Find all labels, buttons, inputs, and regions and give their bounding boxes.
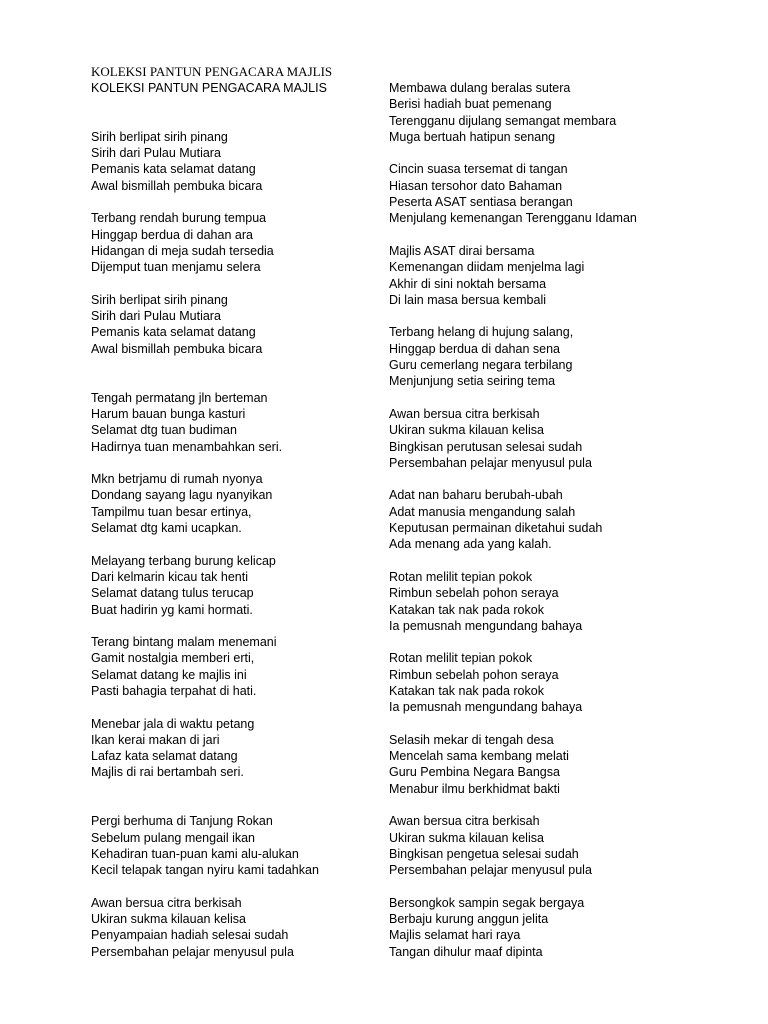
pantun-line: Berbaju kurung anggun jelita — [389, 912, 549, 927]
right-stanza-list — [389, 80, 637, 960]
pantun-stanza — [389, 813, 637, 878]
pantun-line: Ukiran sukma kilauan kelisa — [389, 830, 544, 845]
document-title: KOLEKSI PANTUN PENGACARA MAJLIS — [91, 64, 333, 79]
pantun-line: Dijemput tuan menjamu selera — [91, 260, 261, 275]
pantun-stanza — [389, 650, 637, 715]
pantun-line: Katakan tak nak pada rokok — [389, 683, 544, 698]
pantun-stanza — [91, 292, 327, 357]
pantun-line: Membawa dulang beralas sutera — [389, 81, 571, 95]
pantun-line: Awal bismillah pembuka bicara — [91, 178, 263, 193]
pantun-line: Persembahan pelajar menyusul pula — [389, 863, 592, 878]
pantun-line: Hinggap berdua di dahan sena — [389, 341, 560, 356]
document-subtitle: KOLEKSI PANTUN PENGACARA MAJLIS — [91, 81, 327, 95]
pantun-line: Lafaz kata selamat datang — [91, 749, 238, 764]
pantun-line: Selamat dtg kami ucapkan. — [91, 521, 242, 536]
pantun-stanza — [389, 80, 637, 145]
pantun-line: Majlis ASAT dirai bersama — [389, 243, 535, 258]
pantun-stanza — [389, 243, 637, 308]
pantun-line: Hiasan tersohor dato Bahaman — [389, 178, 563, 193]
pantun-line: Guru Pembina Negara Bangsa — [389, 765, 560, 780]
pantun-stanza — [389, 569, 637, 634]
pantun-stanza — [91, 471, 327, 536]
pantun-stanza — [389, 161, 637, 226]
pantun-stanza — [91, 553, 327, 618]
pantun-line: Rotan melilit tepian pokok — [389, 569, 533, 584]
pantun-line: Awan bersua citra berkisah — [91, 895, 242, 910]
pantun-line: Majlis di rai bertambah seri. — [91, 765, 244, 780]
pantun-line: Menjunjung setia seiring tema — [389, 374, 556, 389]
pantun-line: Pemanis kata selamat datang — [91, 325, 256, 340]
pantun-stanza — [389, 732, 637, 797]
pantun-line: Sebelum pulang mengail ikan — [91, 830, 255, 845]
pantun-line: Majlis selamat hari raya — [389, 928, 521, 943]
pantun-line: Akhir di sini noktah bersama — [389, 276, 547, 291]
pantun-line: Cincin suasa tersemat di tangan — [389, 162, 568, 177]
pantun-line: Terbang helang di hujung salang, — [389, 325, 574, 340]
left-stanza-list — [91, 129, 327, 960]
pantun-line: Dondang sayang lagu nyanyikan — [91, 488, 273, 503]
pantun-line: Persembahan pelajar menyusul pula — [91, 944, 294, 959]
pantun-stanza — [91, 716, 327, 781]
pantun-line: Ikan kerai makan di jari — [91, 732, 220, 747]
pantun-line: Guru cemerlang negara terbilang — [389, 358, 573, 373]
pantun-stanza — [389, 324, 637, 389]
pantun-line: Rimbun sebelah pohon seraya — [389, 586, 559, 601]
pantun-line: Rotan melilit tepian pokok — [389, 651, 533, 666]
pantun-line: Awal bismillah pembuka bicara — [91, 341, 263, 356]
pantun-line: Bersongkok sampin segak bergaya — [389, 895, 585, 910]
pantun-line: Terbang rendah burung tempua — [91, 211, 267, 226]
pantun-line: Adat manusia mengandung salah — [389, 504, 576, 519]
pantun-line: Dari kelmarin kicau tak henti — [91, 569, 249, 584]
pantun-line: Ia pemusnah mengundang bahaya — [389, 700, 583, 715]
pantun-line: Selamat dtg tuan budiman — [91, 423, 237, 438]
pantun-line: Pasti bahagia terpahat di hati. — [91, 683, 257, 698]
pantun-line: Gamit nostalgia memberi erti, — [91, 651, 255, 666]
pantun-stanza — [389, 487, 637, 552]
left-column — [91, 80, 327, 976]
pantun-line: Mencelah sama kembang melati — [389, 749, 569, 764]
pantun-line: Harum bauan bunga kasturi — [91, 406, 246, 421]
pantun-line: Buat hadirin yg kami hormati. — [91, 602, 253, 617]
pantun-line: Sirih dari Pulau Mutiara — [91, 146, 221, 161]
pantun-line: Tampilmu tuan besar ertinya, — [91, 504, 252, 519]
pantun-stanza — [389, 406, 637, 471]
pantun-stanza — [91, 895, 327, 960]
pantun-line: Selamat datang tulus terucap — [91, 586, 254, 601]
pantun-line: Bingkisan perutusan selesai sudah — [389, 439, 583, 454]
pantun-line: Hadirnya tuan menambahkan seri. — [91, 439, 283, 454]
pantun-line: Selasih mekar di tengah desa — [389, 732, 554, 747]
pantun-line: Ukiran sukma kilauan kelisa — [389, 423, 544, 438]
pantun-line: Ia pemusnah mengundang bahaya — [389, 618, 583, 633]
pantun-line: Keputusan permainan diketahui sudah — [389, 521, 603, 536]
pantun-stanza — [91, 210, 327, 275]
pantun-line: Mkn betrjamu di rumah nyonya — [91, 472, 263, 487]
pantun-line: Peserta ASAT sentiasa berangan — [389, 195, 573, 210]
pantun-line: Hidangan di meja sudah tersedia — [91, 243, 274, 258]
pantun-line: Bingkisan pengetua selesai sudah — [389, 846, 579, 861]
pantun-line: Terang bintang malam menemani — [91, 635, 277, 650]
pantun-stanza — [91, 634, 327, 699]
pantun-line: Persembahan pelajar menyusul pula — [389, 455, 592, 470]
pantun-line: Menabur ilmu berkhidmat bakti — [389, 781, 560, 796]
pantun-line: Tangan dihulur maaf dipinta — [389, 944, 543, 959]
pantun-line: Pergi berhuma di Tanjung Rokan — [91, 814, 273, 829]
pantun-line: Ukiran sukma kilauan kelisa — [91, 912, 246, 927]
pantun-line: Rimbun sebelah pohon seraya — [389, 667, 559, 682]
pantun-line: Sirih dari Pulau Mutiara — [91, 309, 221, 324]
pantun-line: Kecil telapak tangan nyiru kami tadahkan — [91, 863, 319, 878]
pantun-stanza — [91, 813, 327, 878]
pantun-line: Hinggap berdua di dahan ara — [91, 227, 253, 242]
pantun-line: Selamat datang ke majlis ini — [91, 667, 247, 682]
pantun-line: Tengah permatang jln berteman — [91, 390, 268, 405]
pantun-line: Muga bertuah hatipun senang — [389, 129, 556, 144]
pantun-stanza — [91, 129, 327, 194]
right-column — [389, 80, 637, 976]
pantun-line: Menjulang kemenangan Terengganu Idaman — [389, 211, 637, 226]
pantun-line: Awan bersua citra berkisah — [389, 406, 540, 421]
pantun-line: Pemanis kata selamat datang — [91, 162, 256, 177]
pantun-stanza — [389, 895, 637, 960]
pantun-line: Di lain masa bersua kembali — [389, 292, 547, 307]
pantun-line: Sirih berlipat sirih pinang — [91, 129, 228, 144]
pantun-line: Berisi hadiah buat pemenang — [389, 97, 552, 112]
pantun-line: Adat nan baharu berubah-ubah — [389, 488, 563, 503]
pantun-stanza — [91, 390, 327, 455]
pantun-line: Katakan tak nak pada rokok — [389, 602, 544, 617]
pantun-line: Awan bersua citra berkisah — [389, 814, 540, 829]
pantun-line: Menebar jala di waktu petang — [91, 716, 255, 731]
pantun-line: Terengganu dijulang semangat membara — [389, 113, 617, 128]
pantun-line: Melayang terbang burung kelicap — [91, 553, 276, 568]
pantun-line: Penyampaian hadiah selesai sudah — [91, 928, 289, 943]
pantun-line: Kehadiran tuan-puan kami alu-alukan — [91, 846, 299, 861]
pantun-line: Sirih berlipat sirih pinang — [91, 292, 228, 307]
pantun-line: Ada menang ada yang kalah. — [389, 537, 552, 552]
pantun-line: Kemenangan diidam menjelma lagi — [389, 260, 585, 275]
